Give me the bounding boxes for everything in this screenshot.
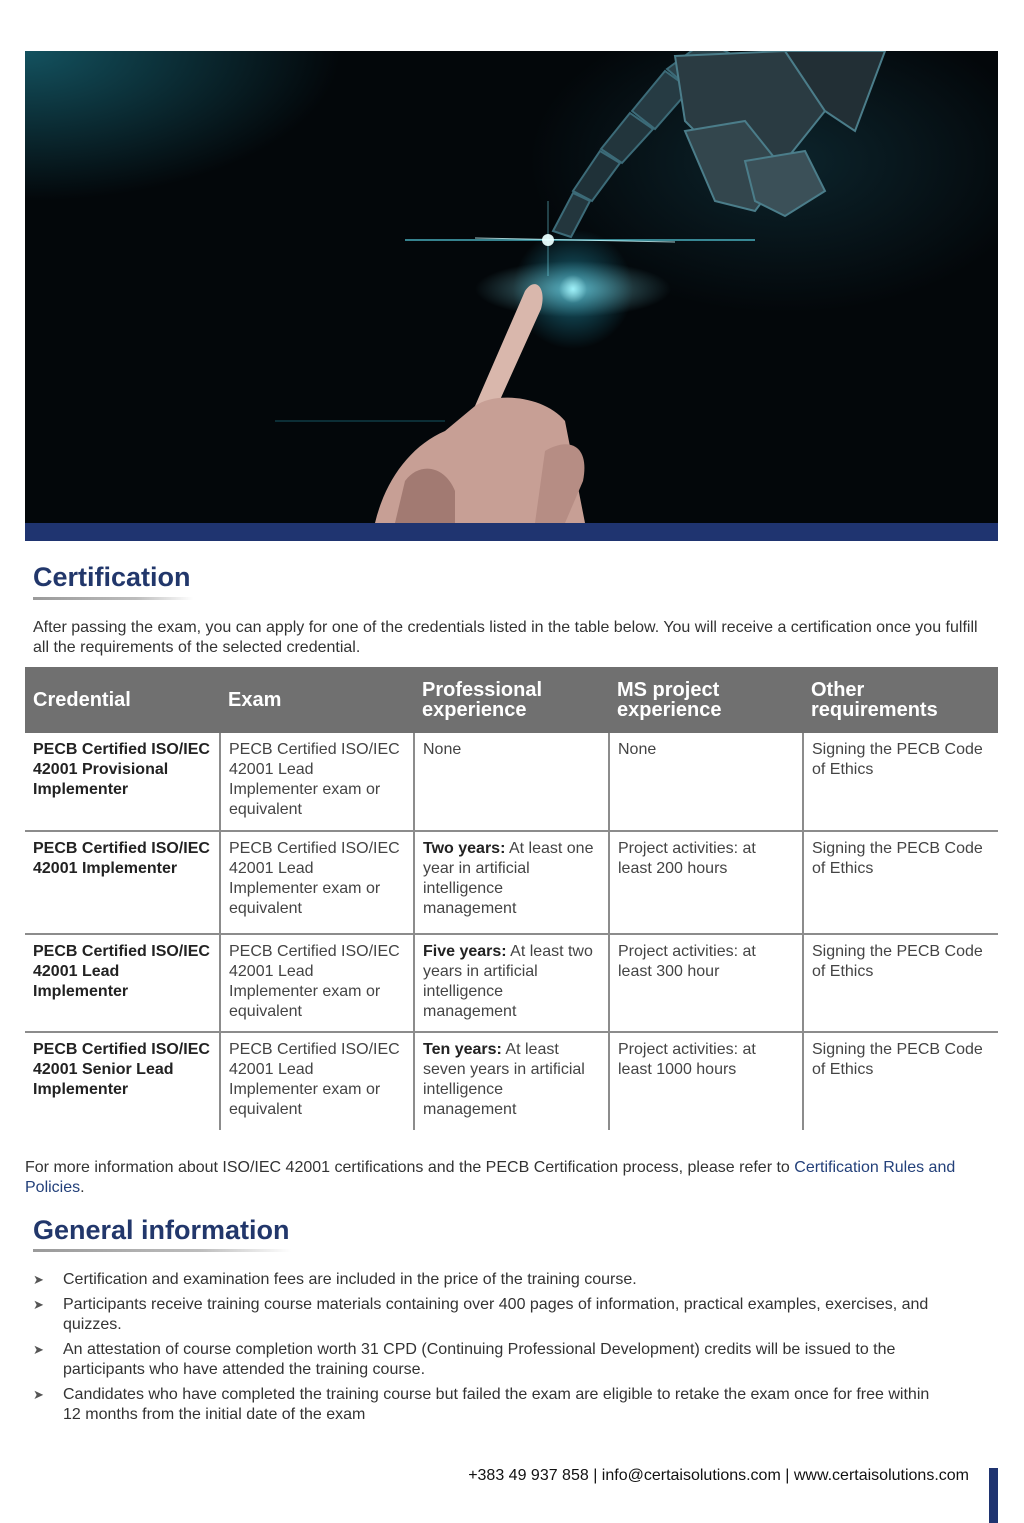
table-row: [25, 1032, 998, 1130]
list-item-text: An attestation of course completion worth 31 CPD (Continuing Professional Development) credits will be issued to the participants who have attended the training course.: [63, 1341, 896, 1378]
experience-years: Two years:: [423, 840, 506, 857]
arrow-bullet-icon: ➤: [33, 1297, 44, 1312]
experience-detail: At least seven years in artificial intelligence management: [423, 1041, 585, 1118]
ms-project-cell: None: [609, 733, 803, 831]
credential-cell: PECB Certified ISO/IEC 42001 Provisional Implementer: [25, 733, 220, 831]
header-professional-experience: Professional experience: [414, 667, 609, 733]
header-credential: Credential: [25, 667, 220, 733]
experience-years: Ten years:: [423, 1041, 502, 1058]
professional-experience-cell: [414, 733, 609, 831]
ms-project-cell: Project activities: at least 300 hour: [609, 934, 803, 1032]
table-row: [25, 831, 998, 934]
experience-detail: None: [423, 741, 462, 758]
more-info-suffix: .: [80, 1179, 85, 1196]
footer-accent-bar: [989, 1468, 998, 1523]
general-information-list: [33, 1270, 943, 1430]
list-item: [33, 1295, 943, 1335]
table-row: [25, 733, 998, 831]
list-item: [33, 1340, 943, 1380]
footer-contact: +383 49 937 858 | info@certaisolutions.com | www.certaisolutions.com: [468, 1467, 969, 1484]
credential-cell: PECB Certified ISO/IEC 42001 Lead Implementer: [25, 934, 220, 1032]
exam-cell: PECB Certified ISO/IEC 42001 Lead Implementer exam or equivalent: [220, 1032, 414, 1130]
credential-cell: PECB Certified ISO/IEC 42001 Senior Lead Implementer: [33, 1041, 210, 1098]
professional-experience-cell: [414, 831, 609, 934]
robot-hand: [675, 51, 885, 216]
general-information-heading: General information: [33, 1215, 290, 1245]
list-item-text: Candidates who have completed the training course but failed the exam are eligible to retake the exam once for free within 12 months from the initial date of the exam: [63, 1386, 930, 1423]
certification-heading: Certification: [33, 562, 191, 592]
header-exam: Exam: [220, 667, 414, 733]
list-item: [33, 1270, 943, 1290]
hero-accent-bar: [25, 523, 998, 541]
arrow-bullet-icon: ➤: [33, 1342, 44, 1357]
credentials-table: [25, 667, 998, 1130]
ms-project-cell: Project activities: at least 1000 hours: [609, 1032, 803, 1130]
professional-experience-cell: [414, 1032, 609, 1130]
certification-intro: After passing the exam, you can apply for one of the credentials listed in the table below. You will receive a certification once you fulfill all the requirements of the selected credential.: [33, 619, 978, 656]
robot-human-touch-illustration: [25, 51, 998, 523]
list-item-text: Certification and examination fees are included in the price of the training course.: [63, 1271, 637, 1288]
header-ms-project-experience: MS project experience: [609, 667, 803, 733]
experience-years: Five years:: [423, 943, 507, 960]
exam-cell: PECB Certified ISO/IEC 42001 Lead Implementer exam or equivalent: [220, 934, 414, 1032]
credential-cell: PECB Certified ISO/IEC 42001 Implementer: [25, 831, 220, 934]
experience-detail: At least one year in artificial intelligence management: [423, 840, 594, 917]
other-requirements-cell: Signing the PECB Code of Ethics: [803, 831, 998, 934]
arrow-bullet-icon: ➤: [33, 1272, 44, 1287]
other-requirements-cell: Signing the PECB Code of Ethics: [803, 733, 998, 831]
arrow-bullet-icon: ➤: [33, 1387, 44, 1402]
more-info-paragraph: [25, 1158, 995, 1198]
table-row: [25, 934, 998, 1032]
professional-experience-cell: [414, 934, 609, 1032]
human-hand: [375, 284, 585, 523]
ms-project-cell: Project activities: at least 200 hours: [609, 831, 803, 934]
exam-cell: PECB Certified ISO/IEC 42001 Lead Implementer exam or equivalent: [220, 733, 414, 831]
other-requirements-cell: Signing the PECB Code of Ethics: [803, 934, 998, 1032]
more-info-text: For more information about ISO/IEC 42001 certifications and the PECB Certification process, please refer to: [25, 1159, 795, 1176]
certification-heading-underline: [33, 597, 193, 600]
list-item: [33, 1385, 943, 1425]
general-heading-underline: [33, 1249, 291, 1252]
exam-cell: PECB Certified ISO/IEC 42001 Lead Implementer exam or equivalent: [220, 831, 414, 934]
other-requirements-cell: Signing the PECB Code of Ethics: [803, 1032, 998, 1130]
certification-rules-link[interactable]: Certification Rules and Policies: [25, 1159, 956, 1196]
table-header-row: [25, 667, 998, 733]
experience-detail: At least two years in artificial intelligence management: [423, 943, 593, 1020]
hero-image: [25, 51, 998, 523]
header-other-requirements: Other requirements: [803, 667, 998, 733]
list-item-text: Participants receive training course materials containing over 400 pages of information, practical examples, exercises, and quizzes.: [63, 1296, 929, 1333]
